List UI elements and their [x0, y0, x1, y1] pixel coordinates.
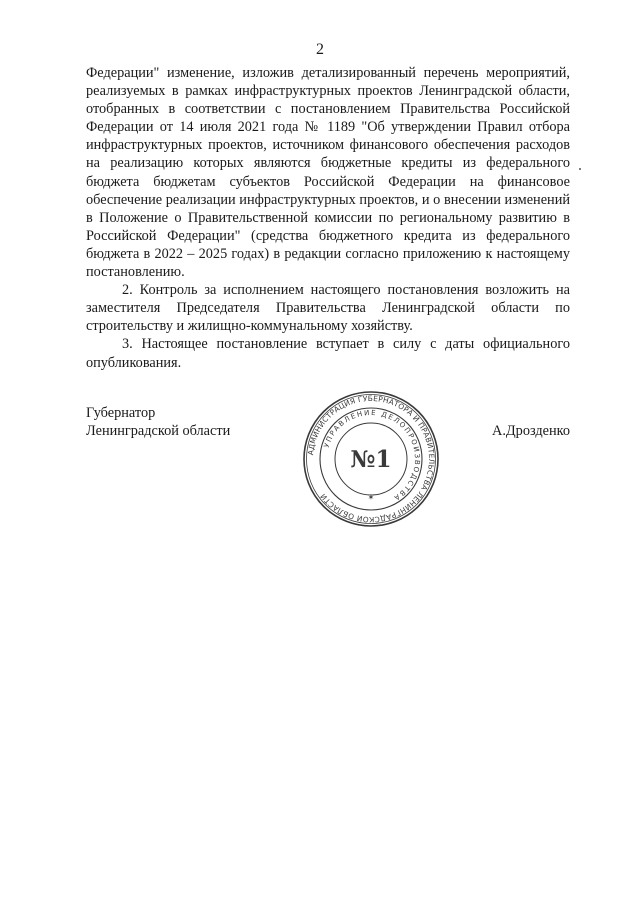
signatory-title-line-1: Губернатор [86, 405, 156, 421]
seal-number: №1 [350, 446, 392, 473]
seal-graphic [302, 390, 440, 528]
signatory-title-line-2: Ленинградской области [86, 423, 231, 440]
official-seal [302, 390, 440, 528]
seal-star-icon: ✶ [367, 493, 375, 502]
document-body [86, 64, 570, 372]
paragraph-item-3: 3. Настоящее постановление вступает в силу с даты официального опубликования. [86, 336, 570, 371]
paragraph-continuation: Федерации" изменение, изложив детализированный перечень мероприятий, реализуемых в рамках инфраструктурных проектов Ленинградской области, отобранных в соответствии с постановлением Правительства Российской Федерации от 14 июля 2021 года № 1189 "Об утверждении Правил отбора инфраструктурных проектов, источником финансового обеспечения расходов на реализацию которых являются бюджетные кредиты из федерального бюджета бюджетам субъектов Российской Федерации на финансовое обеспечение реализации инфраструктурных проектов, и о внесении изменений в Положение о Правительственной комиссии по региональному развитию в Российской Федерации" (средства бюджетного кредита из федерального бюджета в 2022 – 2025 годах) в редакции согласно приложению к настоящему постановлению. [86, 65, 570, 281]
paragraph-item-2: 2. Контроль за исполнением настоящего постановления возложить на заместителя Председателя Правительства Ленинградской области по строительству и жилищно-коммунальному хозяйству. [86, 282, 570, 335]
seal-inner-textpath: УПРАВЛЕНИЕ ДЕЛОПРОИЗВОДСТВА [322, 408, 422, 503]
page-number: 2 [316, 41, 324, 58]
seal-outer-textpath: АДМИНИСТРАЦИЯ ГУБЕРНАТОРА И ПРАВИТЕЛЬСТВА ЛЕНИНГРАДСКОЙ ОБЛАСТИ [306, 393, 437, 525]
signatory-name: А.Дрозденко [492, 423, 570, 439]
scan-artifact [579, 168, 581, 170]
signatory-title [86, 404, 230, 440]
